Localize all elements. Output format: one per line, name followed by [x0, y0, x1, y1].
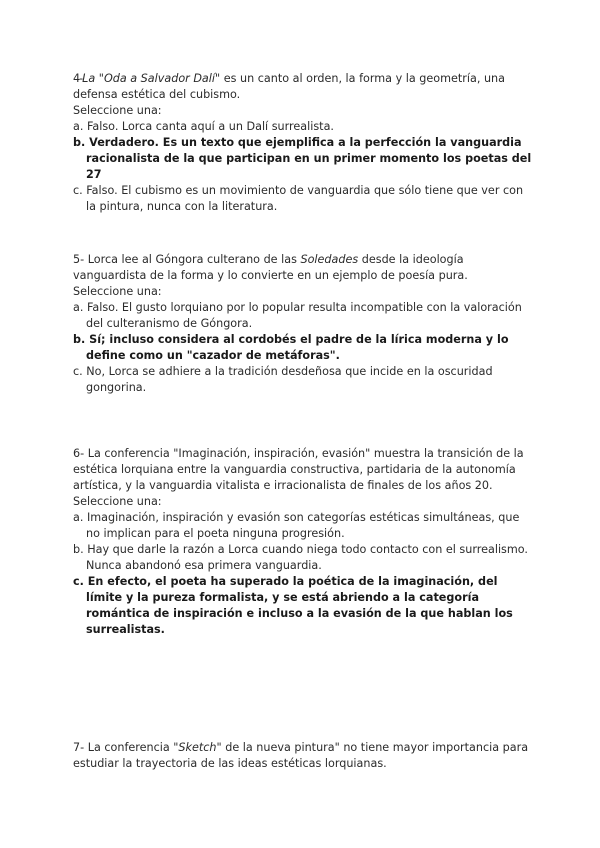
question-6-option-b[interactable]: b. Hay que darle la razón a Lorca cuando niega todo contacto con el surrealismo. Nunca abandonó esa primera vanguardia. [73, 543, 528, 572]
question-7 [73, 740, 533, 772]
question-5-option-c[interactable]: c. No, Lorca se adhiere a la tradición desdeñosa que incide en la oscuridad gongorina. [73, 365, 493, 394]
question-4-number: 4- [73, 72, 83, 85]
question-4 [73, 71, 533, 215]
question-7-stem [73, 740, 533, 772]
question-5 [73, 252, 533, 396]
question-6-stem: 6- La conferencia "Imaginación, inspiración, evasión" muestra la transición de la estética lorquiana entre la vanguardia constructiva, partidaria de la autonomía artística, y la vanguardia vitalista e irracionalista de finales de los años 20. [73, 447, 524, 492]
question-7-stem-title: Sketch" [178, 741, 222, 754]
question-7-stem-pre: 7- La conferencia " [73, 741, 179, 754]
question-5-stem-pre: 5- Lorca lee al Góngora culterano de las [73, 253, 301, 266]
question-4-option-a[interactable]: a. Falso. Lorca canta aquí a un Dalí surrealista. [73, 120, 334, 133]
question-5-option-b[interactable]: b. Sí; incluso considera al cordobés el padre de la lírica moderna y lo define como un "cazador de metáforas". [73, 333, 509, 362]
question-4-stem-title: La "Oda a Salvador Dalí" [82, 72, 221, 85]
question-4-select-label: Seleccione una: [73, 104, 162, 117]
question-6-option-c[interactable]: c. En efecto, el poeta ha superado la poética de la imaginación, del límite y la pureza formalista, y se está abriendo a la categoría romántica de inspiración e incluso a la evasión de la que hablan los surrealistas. [73, 575, 513, 636]
question-5-stem-title: Soledades [300, 253, 359, 266]
question-4-option-c[interactable]: c. Falso. El cubismo es un movimiento de vanguardia que sólo tiene que ver con la pintura, nunca con la literatura. [73, 184, 524, 213]
question-5-stem [73, 252, 533, 284]
question-4-stem [73, 71, 533, 103]
question-5-stem-post: desde la ideología vanguardista de la forma y lo convierte en un ejemplo de poesía pura. [73, 253, 468, 282]
question-6 [73, 446, 533, 638]
question-4-option-b[interactable]: b. Verdadero. Es un texto que ejemplifica a la perfección la vanguardia racionalista de la que participan en un primer momento los poetas del 27 [73, 136, 532, 181]
question-4-stem-text: es un canto al orden, la forma y la geometría, una defensa estética del cubismo. [73, 72, 505, 101]
question-5-option-a[interactable]: a. Falso. El gusto lorquiano por lo popular resulta incompatible con la valoración del culteranismo de Góngora. [73, 301, 522, 330]
question-5-select-label: Seleccione una: [73, 285, 162, 298]
question-7-stem-post: de la nueva pintura" no tiene mayor importancia para estudiar la trayectoria de las ideas estéticas lorquianas. [73, 741, 529, 770]
question-6-select-label: Seleccione una: [73, 495, 162, 508]
question-6-option-a[interactable]: a. Imaginación, inspiración y evasión son categorías estéticas simultáneas, que no implican para el poeta ninguna progresión. [73, 511, 520, 540]
